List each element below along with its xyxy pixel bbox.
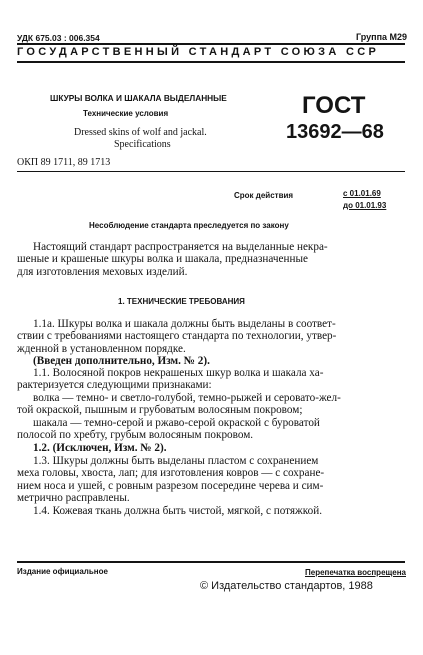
intro-line: для изготовления меховых изделий. [17,265,188,278]
clause-line: 1.1а. Шкуры волка и шакала должны быть выделаны в соответ- [33,318,336,330]
clause-line: 1.4. Кожевая ткань должна быть чистой, мягкой, с потяжкой. [33,505,322,517]
footer-rule [17,561,405,563]
state-standard-banner: ГОСУДАРСТВЕННЫЙ СТАНДАРТ СОЮЗА ССР [17,46,380,58]
clause-line: нием носа и ушей, с ровным разрезом посередине черева и сим- [17,479,324,492]
amendment-note: (Введен дополнительно, Изм. № 2). [33,355,210,368]
clause-1-1a [17,318,400,368]
clause-line: рактеризуется следующими признаками: [17,379,212,392]
clause-1-1 [17,367,400,441]
section-title: 1. ТЕХНИЧЕСКИЕ ТРЕБОВАНИЯ [118,297,245,306]
okp-codes: ОКП 89 1711, 89 1713 [17,157,111,168]
clause-line: 1.1. Волосяной покров некрашеных шкур волка и шакала ха- [33,367,324,379]
violation-notice: Несоблюдение стандарта преследуется по закону [89,221,289,230]
clause-line: волка — темно- и светло-голубой, темно-рыжей и серовато-жел- [33,391,341,404]
clause-1-2 [17,442,400,454]
gost-label: ГОСТ [302,92,366,119]
clause-line: метрично расправлены. [17,492,130,505]
gost-number: 13692—68 [286,121,384,143]
official-edition: Издание официальное [17,567,108,576]
validity-from: с 01.01.69 [343,189,381,198]
intro-paragraph [17,241,400,278]
top-rule [17,43,405,45]
english-title-line1: Dressed skins of wolf and jackal. [74,127,207,138]
okp-rule [17,171,405,172]
udk-code: УДК 675.03 : 006.354 [17,33,100,43]
clause-line: той окраской, пышным и грубоватым волосяным покровом; [17,404,303,417]
clause-line: жденной в установленном порядке. [17,342,186,355]
group-code: Группа М29 [356,32,408,42]
banner-rule [17,61,405,63]
document-title: ШКУРЫ ВОЛКА И ШАКАЛА ВЫДЕЛАННЫЕ [50,93,227,103]
intro-line: Настоящий стандарт распространяется на выделанные некра- [33,241,328,253]
english-title-line2: Specifications [114,139,171,150]
clause-line: ствии с требованиями настоящего стандарта по технологии, утвер- [17,330,337,343]
validity-to: до 01.01.93 [343,201,387,210]
clause-1-4 [17,505,400,517]
document-subtitle: Технические условия [83,109,169,118]
clause-line: полосой по хребту, грубым волосяным покровом. [17,429,254,442]
clause-line: шакала — темно-серой и ржаво-серой окраской с буроватой [33,416,320,429]
copyright: © Издательство стандартов, 1988 [200,580,373,592]
clause-line: 1.2. (Исключен, Изм. № 2). [33,442,167,454]
reprint-prohibited: Перепечатка воспрещена [305,568,406,577]
intro-line: шеные и крашеные шкуры волка и шакала, предназначенные [17,253,308,266]
validity-label: Срок действия [234,191,294,200]
clause-line: 1.3. Шкуры должны быть выделаны пластом с сохранением [33,455,319,467]
clause-1-3 [17,455,400,505]
clause-line: меха головы, хвоста, лап; для изготовления ковров — с сохране- [17,467,325,480]
